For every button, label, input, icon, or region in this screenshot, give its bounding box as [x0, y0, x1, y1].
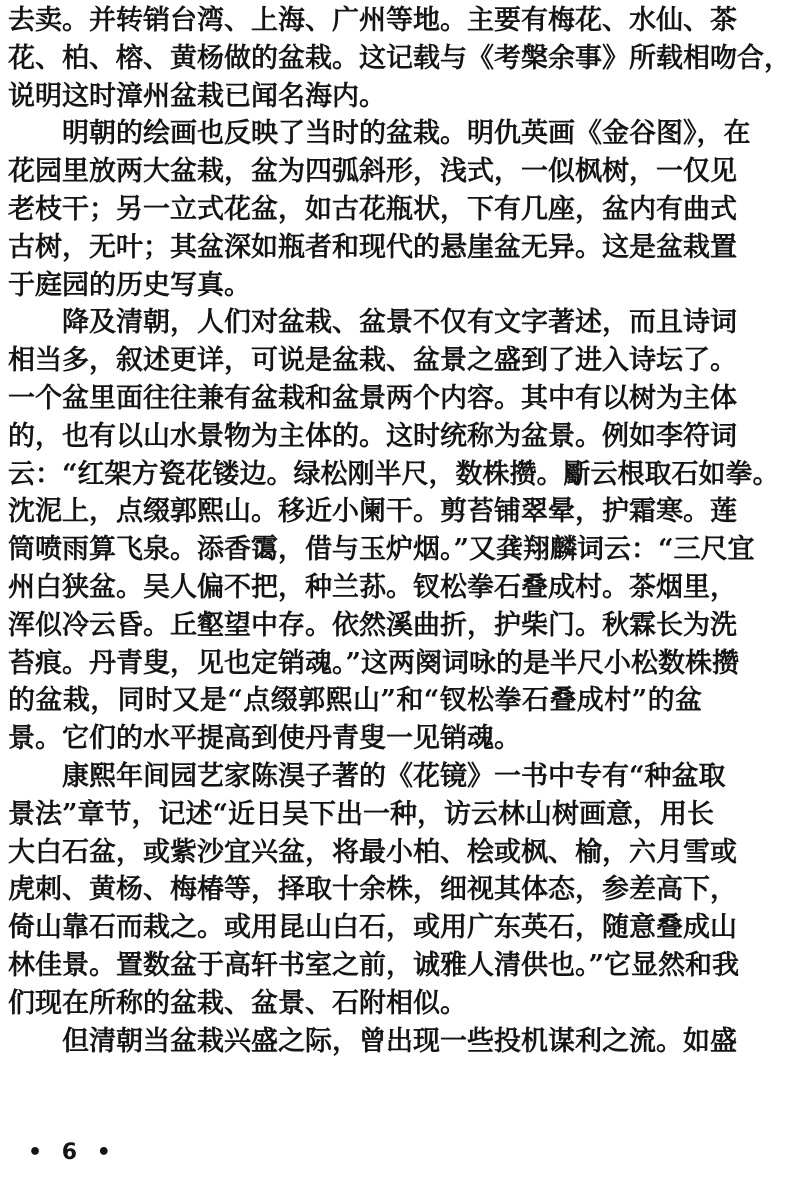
text-line: 花园里放两大盆栽，盆为四弧斜形，浅式，一似枫树，一仅见	[8, 156, 737, 188]
text-line: 一个盆里面往往兼有盆栽和盆景两个内容。其中有以树为主体	[8, 382, 737, 414]
page-number: • 6 •	[28, 1140, 117, 1165]
text-line: 景。它们的水平提高到使丹青叟一见销魂。	[8, 723, 521, 755]
paragraph-zhangzhou	[8, 2, 791, 115]
paragraph-qing-poetry	[8, 304, 780, 758]
text-line: 的，也有以山水景物为主体的。这时统称为盆景。例如李符词	[8, 420, 737, 452]
text-line: 倚山靠石而栽之。或用昆山白石，或用广东英石，随意叠成山	[8, 912, 737, 944]
text-line: 筒喷雨算飞泉。添香霭，借与玉炉烟。”又龚翔麟词云：“三尺宜	[8, 534, 755, 566]
text-line: 降及清朝，人们对盆栽、盆景不仅有文字著述，而且诗词	[62, 307, 737, 339]
paragraph-qing-speculation	[8, 1023, 737, 1061]
paragraph-ming-painting	[8, 115, 751, 304]
text-line: 说明这时漳州盆栽已闻名海内。	[8, 80, 386, 112]
text-line: 虎刺、黄杨、梅椿等，择取十余株，细视其体态，参差高下，	[8, 874, 737, 906]
text-line: 浑似冷云昏。丘壑望中存。依然溪曲折，护柴门。秋霖长为洗	[8, 609, 737, 641]
text-line: 林佳景。置数盆于高轩书室之前，诚雅人清供也。”它显然和我	[8, 949, 740, 981]
paragraph-kangxi-huajing	[8, 758, 740, 1023]
text-line: 但清朝当盆栽兴盛之际，曾出现一些投机谋利之流。如盛	[62, 1025, 737, 1057]
text-line: 苔痕。丹青叟，见也定销魂。”这两阕词咏的是半尺小松数株攒	[8, 647, 740, 679]
text-line: 相当多，叙述更详，可说是盆栽、盆景之盛到了进入诗坛了。	[8, 345, 737, 377]
text-line: 们现在所称的盆栽、盆景、石附相似。	[8, 987, 467, 1019]
text-line: 古树，无叶；其盆深如瓶者和现代的悬崖盆无异。这是盆栽置	[8, 231, 737, 263]
text-line: 的盆栽，同时又是“点缀郭熙山”和“钗松拳石叠成村”的盆	[8, 685, 702, 717]
text-line: 州白狭盆。吴人偏不把，种兰荪。钗松拳石叠成村。茶烟里，	[8, 571, 737, 603]
text-line: 大白石盆，或紫沙宜兴盆，将最小柏、桧或枫、榆，六月雪或	[8, 836, 737, 868]
text-line: 康熙年间园艺家陈淏子著的《花镜》一书中专有“种盆取	[62, 760, 726, 792]
text-line: 明朝的绘画也反映了当时的盆栽。明仇英画《金谷图》，在	[62, 118, 751, 150]
text-line: 沈泥上，点缀郭熙山。移近小阑干。剪苔铺翠晕，护霜寒。莲	[8, 496, 737, 528]
text-line: 去卖。并转销台湾、上海、广州等地。主要有梅花、水仙、茶	[8, 5, 737, 36]
text-line: 于庭园的历史写真。	[8, 269, 251, 301]
text-line: 景法”章节，记述“近日吴下出一种，访云林山树画意，用长	[8, 798, 715, 830]
body-text	[8, 2, 791, 1060]
text-line: 云：“红架方瓷花镂边。绿松刚半尺，数株攒。斸云根取石如拳。	[8, 458, 780, 490]
text-line: 花、柏、榕、黄杨做的盆栽。这记载与《考槃余事》所载相吻合，	[8, 42, 791, 74]
text-line: 老枝干；另一立式花盆，如古花瓶状，下有几座，盆内有曲式	[8, 193, 737, 225]
